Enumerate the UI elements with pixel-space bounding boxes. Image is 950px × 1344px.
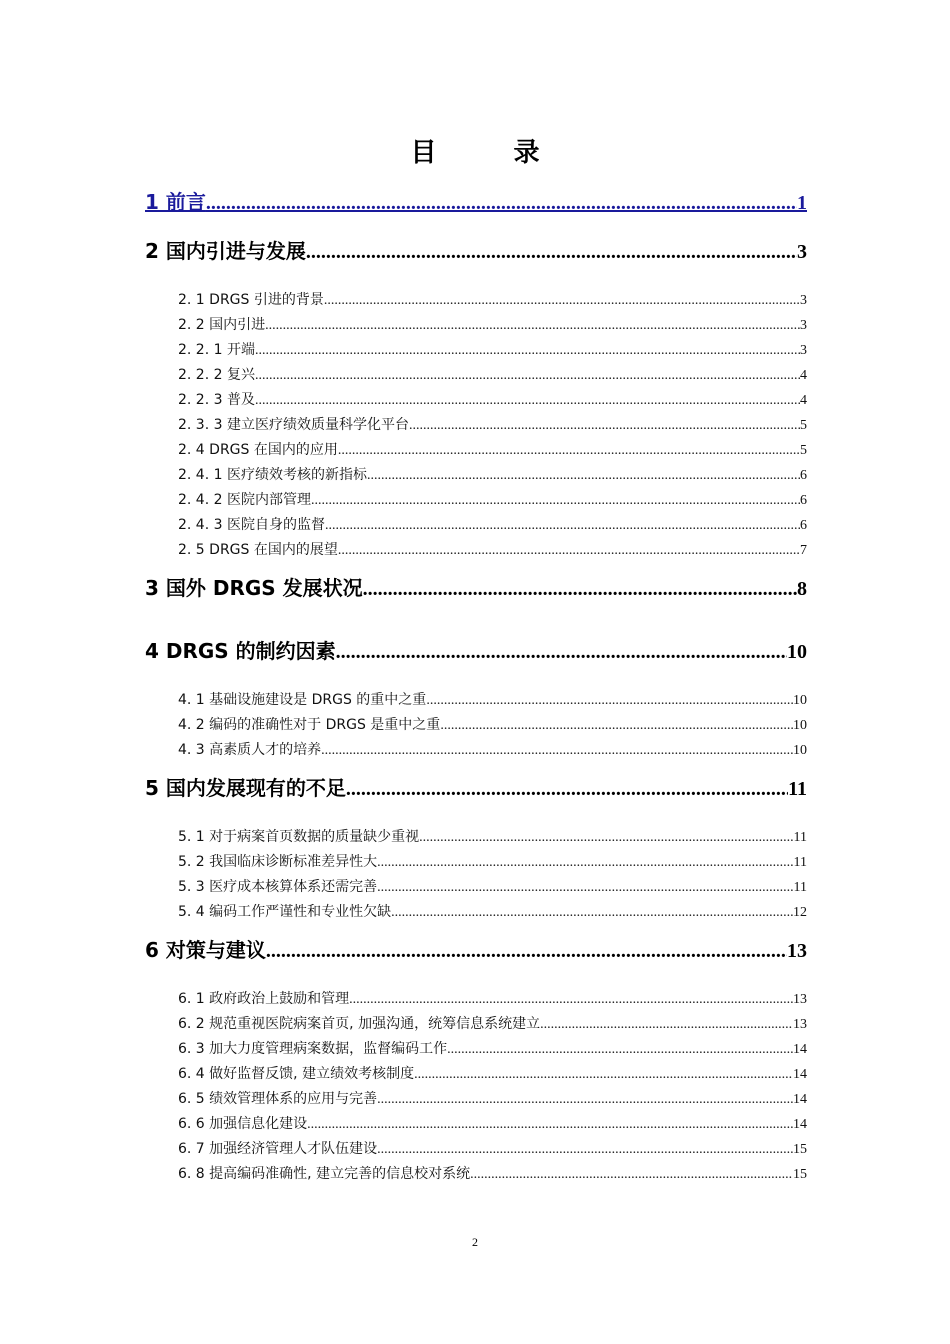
toc-entry-chapter-4[interactable]: [145, 635, 807, 663]
toc-entry-label: 6. 4 做好监督反馈, 建立绩效考核制度: [178, 1066, 415, 1082]
toc-leader-dots: [255, 393, 800, 409]
toc-entry-page: 13: [793, 992, 807, 1007]
toc-entry-page: 6: [800, 468, 807, 483]
toc-entry-label: 3 国外 DRGS 发展状况: [145, 576, 363, 600]
toc-leader-dots: [470, 1167, 793, 1183]
toc-leader-dots: [306, 241, 797, 263]
toc-entry-2-2-2[interactable]: [178, 364, 807, 384]
toc-entry-page: 3: [800, 343, 807, 358]
toc-entry-6-3[interactable]: [178, 1038, 807, 1058]
toc-leader-dots: [336, 641, 787, 663]
toc-leader-dots: [321, 743, 793, 759]
toc-entry-label: 2. 2. 3 普及: [178, 392, 255, 408]
toc-leader-dots: [367, 468, 800, 484]
toc-entry-label: 5 国内发展现有的不足: [145, 776, 346, 800]
toc-entry-chapter-6[interactable]: [145, 934, 807, 962]
toc-entry-page: 10: [793, 693, 807, 708]
toc-leader-dots: [377, 880, 793, 896]
toc-entry-page: 10: [787, 641, 807, 663]
toc-entry-2-2-3[interactable]: [178, 389, 807, 409]
toc-leader-dots: [363, 578, 797, 600]
toc-entry-label: 2. 4 DRGS 在国内的应用: [178, 442, 338, 458]
toc-entry-label: 4 DRGS 的制约因素: [145, 639, 336, 663]
toc-entry-page: 12: [793, 905, 807, 920]
toc-entry-chapter-3[interactable]: [145, 572, 807, 600]
toc-entry-label: 6. 8 提高编码准确性, 建立完善的信息校对系统: [178, 1166, 471, 1182]
toc-entry-page: 1: [797, 192, 807, 214]
toc-entry-label: 6 对策与建议: [145, 938, 266, 962]
toc-entry-label: 2. 4. 2 医院内部管理: [178, 492, 311, 508]
toc-leader-dots: [255, 368, 800, 384]
toc-leader-dots: [377, 855, 793, 871]
toc-leader-dots: [414, 1067, 793, 1083]
toc-entry-6-4[interactable]: [178, 1063, 807, 1083]
toc-entry-label: 2. 4. 3 医院自身的监督: [178, 517, 325, 533]
toc-entry-chapter-5[interactable]: [145, 772, 807, 800]
toc-entry-page: 3: [797, 241, 807, 263]
toc-entry-label: 6. 6 加强信息化建设: [178, 1116, 308, 1132]
toc-entry-2-3-3[interactable]: [178, 414, 807, 434]
toc-entry-label: 5. 1 对于病案首页数据的质量缺少重视: [178, 829, 420, 845]
toc-leader-dots: [338, 543, 800, 559]
toc-entry-4-3[interactable]: [178, 739, 807, 759]
toc-leader-dots: [377, 1092, 793, 1108]
toc-entry-6-1[interactable]: [178, 988, 807, 1008]
toc-entry-6-7[interactable]: [178, 1138, 807, 1158]
toc-leader-dots: [447, 1042, 793, 1058]
toc-entry-page: 11: [793, 830, 807, 845]
toc-leader-dots: [409, 418, 800, 434]
toc-leader-dots: [377, 1142, 793, 1158]
toc-entry-4-1[interactable]: [178, 689, 807, 709]
toc-entry-label: 6. 7 加强经济管理人才队伍建设: [178, 1141, 378, 1157]
toc-entry-page: 14: [793, 1042, 807, 1057]
toc-entry-label: 2. 4. 1 医疗绩效考核的新指标: [178, 467, 367, 483]
toc-entry-label: 5. 4 编码工作严谨性和专业性欠缺: [178, 904, 392, 920]
toc-entry-page: 8: [797, 578, 807, 600]
toc-entry-label: 6. 5 绩效管理体系的应用与完善: [178, 1091, 378, 1107]
toc-entry-page: 13: [793, 1017, 807, 1032]
page-number: 2: [472, 1235, 478, 1249]
toc-title: 目 录: [410, 138, 574, 168]
toc-leader-dots: [311, 493, 800, 509]
toc-entry-page: 15: [793, 1142, 807, 1157]
toc-entry-page: 11: [793, 855, 807, 870]
toc-entry-page: 13: [787, 940, 807, 962]
toc-entry-2-4[interactable]: [178, 439, 807, 459]
toc-entry-2-4-3[interactable]: [178, 514, 807, 534]
toc-entry-page: 10: [793, 718, 807, 733]
toc-entry-page: 10: [793, 743, 807, 758]
toc-entry-label: 2. 2. 1 开端: [178, 342, 255, 358]
toc-entry-page: 15: [793, 1167, 807, 1182]
toc-entry-2-4-1[interactable]: [178, 464, 807, 484]
toc-leader-dots: [349, 992, 793, 1008]
toc-entry-page: 14: [793, 1117, 807, 1132]
toc-entry-6-2[interactable]: [178, 1013, 807, 1033]
toc-entry-page: 3: [800, 318, 807, 333]
toc-entry-chapter-2[interactable]: [145, 235, 807, 263]
toc-leader-dots: [419, 830, 793, 846]
toc-leader-dots: [325, 518, 800, 534]
toc-entry-label: 1 前言: [145, 190, 206, 214]
toc-entry-6-6[interactable]: [178, 1113, 807, 1133]
toc-entry-label: 2. 2 国内引进: [178, 317, 266, 333]
toc-entry-page: 6: [800, 518, 807, 533]
toc-entry-5-1[interactable]: [178, 826, 807, 846]
toc-leader-dots: [338, 443, 800, 459]
toc-entry-4-2[interactable]: [178, 714, 807, 734]
toc-entry-page: 6: [800, 493, 807, 508]
toc-leader-dots: [265, 318, 800, 334]
toc-entry-label: 2. 2. 2 复兴: [178, 367, 255, 383]
toc-entry-label: 6. 2 规范重视医院病案首页, 加强沟通，统筹信息系统建立: [178, 1016, 541, 1032]
toc-entry-label: 2. 1 DRGS 引进的背景: [178, 292, 324, 308]
toc-entry-label: 2. 3. 3 建立医疗绩效质量科学化平台: [178, 417, 409, 433]
toc-entry-2-1[interactable]: [178, 289, 807, 309]
toc-entry-page: 5: [800, 418, 807, 433]
toc-leader-dots: [206, 192, 797, 214]
toc-leader-dots: [440, 718, 793, 734]
toc-entry-2-4-2[interactable]: [178, 489, 807, 509]
toc-entry-page: 3: [800, 293, 807, 308]
toc-leader-dots: [266, 940, 787, 962]
toc-entry-5-3[interactable]: [178, 876, 807, 896]
toc-entry-page: 5: [800, 443, 807, 458]
toc-entry-label: 6. 3 加大力度管理病案数据，监督编码工作: [178, 1041, 448, 1057]
toc-entry-page: 11: [793, 880, 807, 895]
toc-entry-6-5[interactable]: [178, 1088, 807, 1108]
toc-entry-label: 5. 2 我国临床诊断标准差异性大: [178, 854, 378, 870]
toc-entry-2-2[interactable]: [178, 314, 807, 334]
toc-entry-2-2-1[interactable]: [178, 339, 807, 359]
toc-leader-dots: [307, 1117, 793, 1133]
toc-entry-page: 4: [800, 368, 807, 383]
toc-entry-2-5[interactable]: [178, 539, 807, 559]
toc-leader-dots: [346, 778, 788, 800]
toc-leader-dots: [426, 693, 793, 709]
toc-entry-label: 2 国内引进与发展: [145, 239, 306, 263]
toc-entry-page: 14: [793, 1092, 807, 1107]
toc-entry-preface[interactable]: [145, 186, 807, 214]
toc-entry-page: 4: [800, 393, 807, 408]
toc-entry-label: 4. 3 高素质人才的培养: [178, 742, 322, 758]
toc-leader-dots: [391, 905, 793, 921]
toc-entry-page: 11: [788, 778, 807, 800]
toc-entry-6-8[interactable]: [178, 1163, 807, 1183]
toc-entry-label: 4. 2 编码的准确性对于 DRGS 是重中之重: [178, 717, 441, 733]
toc-entry-5-2[interactable]: [178, 851, 807, 871]
toc-entry-page: 14: [793, 1067, 807, 1082]
toc-entry-label: 5. 3 医疗成本核算体系还需完善: [178, 879, 378, 895]
toc-entry-label: 2. 5 DRGS 在国内的展望: [178, 542, 338, 558]
toc-entry-label: 4. 1 基础设施建设是 DRGS 的重中之重: [178, 692, 427, 708]
toc-leader-dots: [540, 1017, 793, 1033]
toc-leader-dots: [255, 343, 800, 359]
toc-entry-page: 7: [800, 543, 807, 558]
toc-entry-label: 6. 1 政府政治上鼓励和管理: [178, 991, 350, 1007]
toc-entry-5-4[interactable]: [178, 901, 807, 921]
toc-leader-dots: [324, 293, 800, 309]
